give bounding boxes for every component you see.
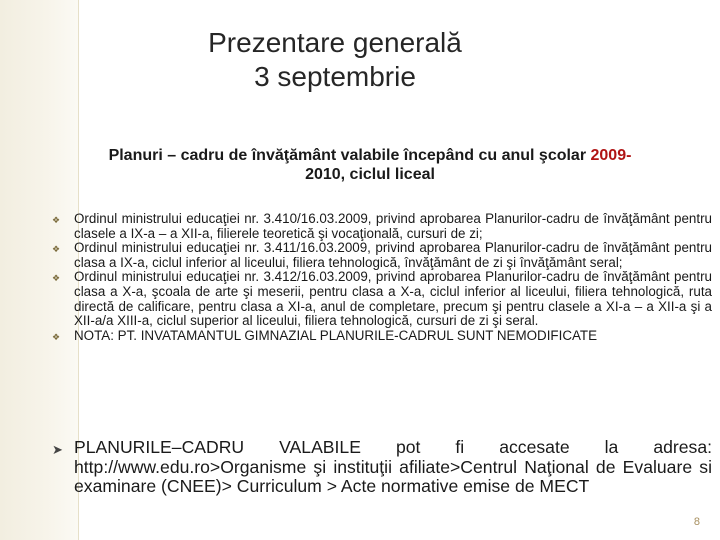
list-item: [52, 329, 712, 344]
arrow-bullet-icon: ➤: [52, 442, 63, 457]
scroll-bullet-icon: ❖: [52, 215, 61, 225]
list-item-text: NOTA: PT. INVATAMANTUL GIMNAZIAL PLANURILE-CADRUL SUNT NEMODIFICATE: [74, 327, 598, 343]
list-item: [52, 241, 712, 270]
title-line-2: 3 septembrie: [254, 61, 416, 92]
bullet-list: [52, 212, 712, 343]
subtitle-text: Planuri – cadru de învăţământ valabile începând cu anul şcolar: [108, 147, 591, 164]
access-note-text: PLANURILE–CADRU VALABILE pot fi accesate la adresa: http://www.edu.ro>Organisme şi instituţii afiliate>Centrul Naţional de Evaluare si examinare (CNEE)> Curriculum > Acte normative emise de MECT: [74, 437, 712, 496]
list-item-text: Ordinul ministrului educaţiei nr. 3.412/16.03.2009, privind aprobarea Planurilor-cadru de învăţământ pentru clasa a X-a, şcoala de arte şi meserii, pentru clasa a X-a, ciclul inferior al liceului, filiera tehnologică, ruta directă de calificare, pentru clasa a XI-a, anul de completare, precum şi pentru clasele a XI-a – a XII-a şi a XII-a/a XIII-a, ciclul superior al liceului, filiera tehnologică, cursuri de zi şi seral.: [74, 269, 712, 329]
page-number: 8: [693, 516, 700, 528]
scroll-bullet-icon: ❖: [52, 273, 61, 284]
list-item: [52, 212, 712, 241]
scroll-bullet-icon: ❖: [52, 244, 61, 255]
access-note: [52, 438, 712, 497]
title-line-1: Prezentare generală: [208, 27, 462, 58]
list-item-text: Ordinul ministrului educaţiei nr. 3.410/16.03.2009, privind aprobarea Planurilor-cadru de învăţământ pentru clasele a IX-a – a XII-a, filierele teoretică şi vocaţională, cursuri de zi;: [74, 211, 712, 241]
subtitle-text-continued: 2010, ciclul liceal: [305, 166, 435, 183]
list-item: [52, 270, 712, 328]
slide-title: [120, 26, 550, 94]
slide-subtitle: [40, 146, 700, 184]
list-item-text: Ordinul ministrului educaţiei nr. 3.411/16.03.2009, privind aprobarea Planurilor-cadru de învăţământ pentru clasa a IX-a, ciclul inferior al liceului, filiera tehnologică, învăţământ de zi şi învăţământ seral;: [74, 240, 712, 270]
scroll-bullet-icon: ❖: [52, 331, 61, 342]
subtitle-year-highlight: 2009-: [590, 147, 632, 164]
